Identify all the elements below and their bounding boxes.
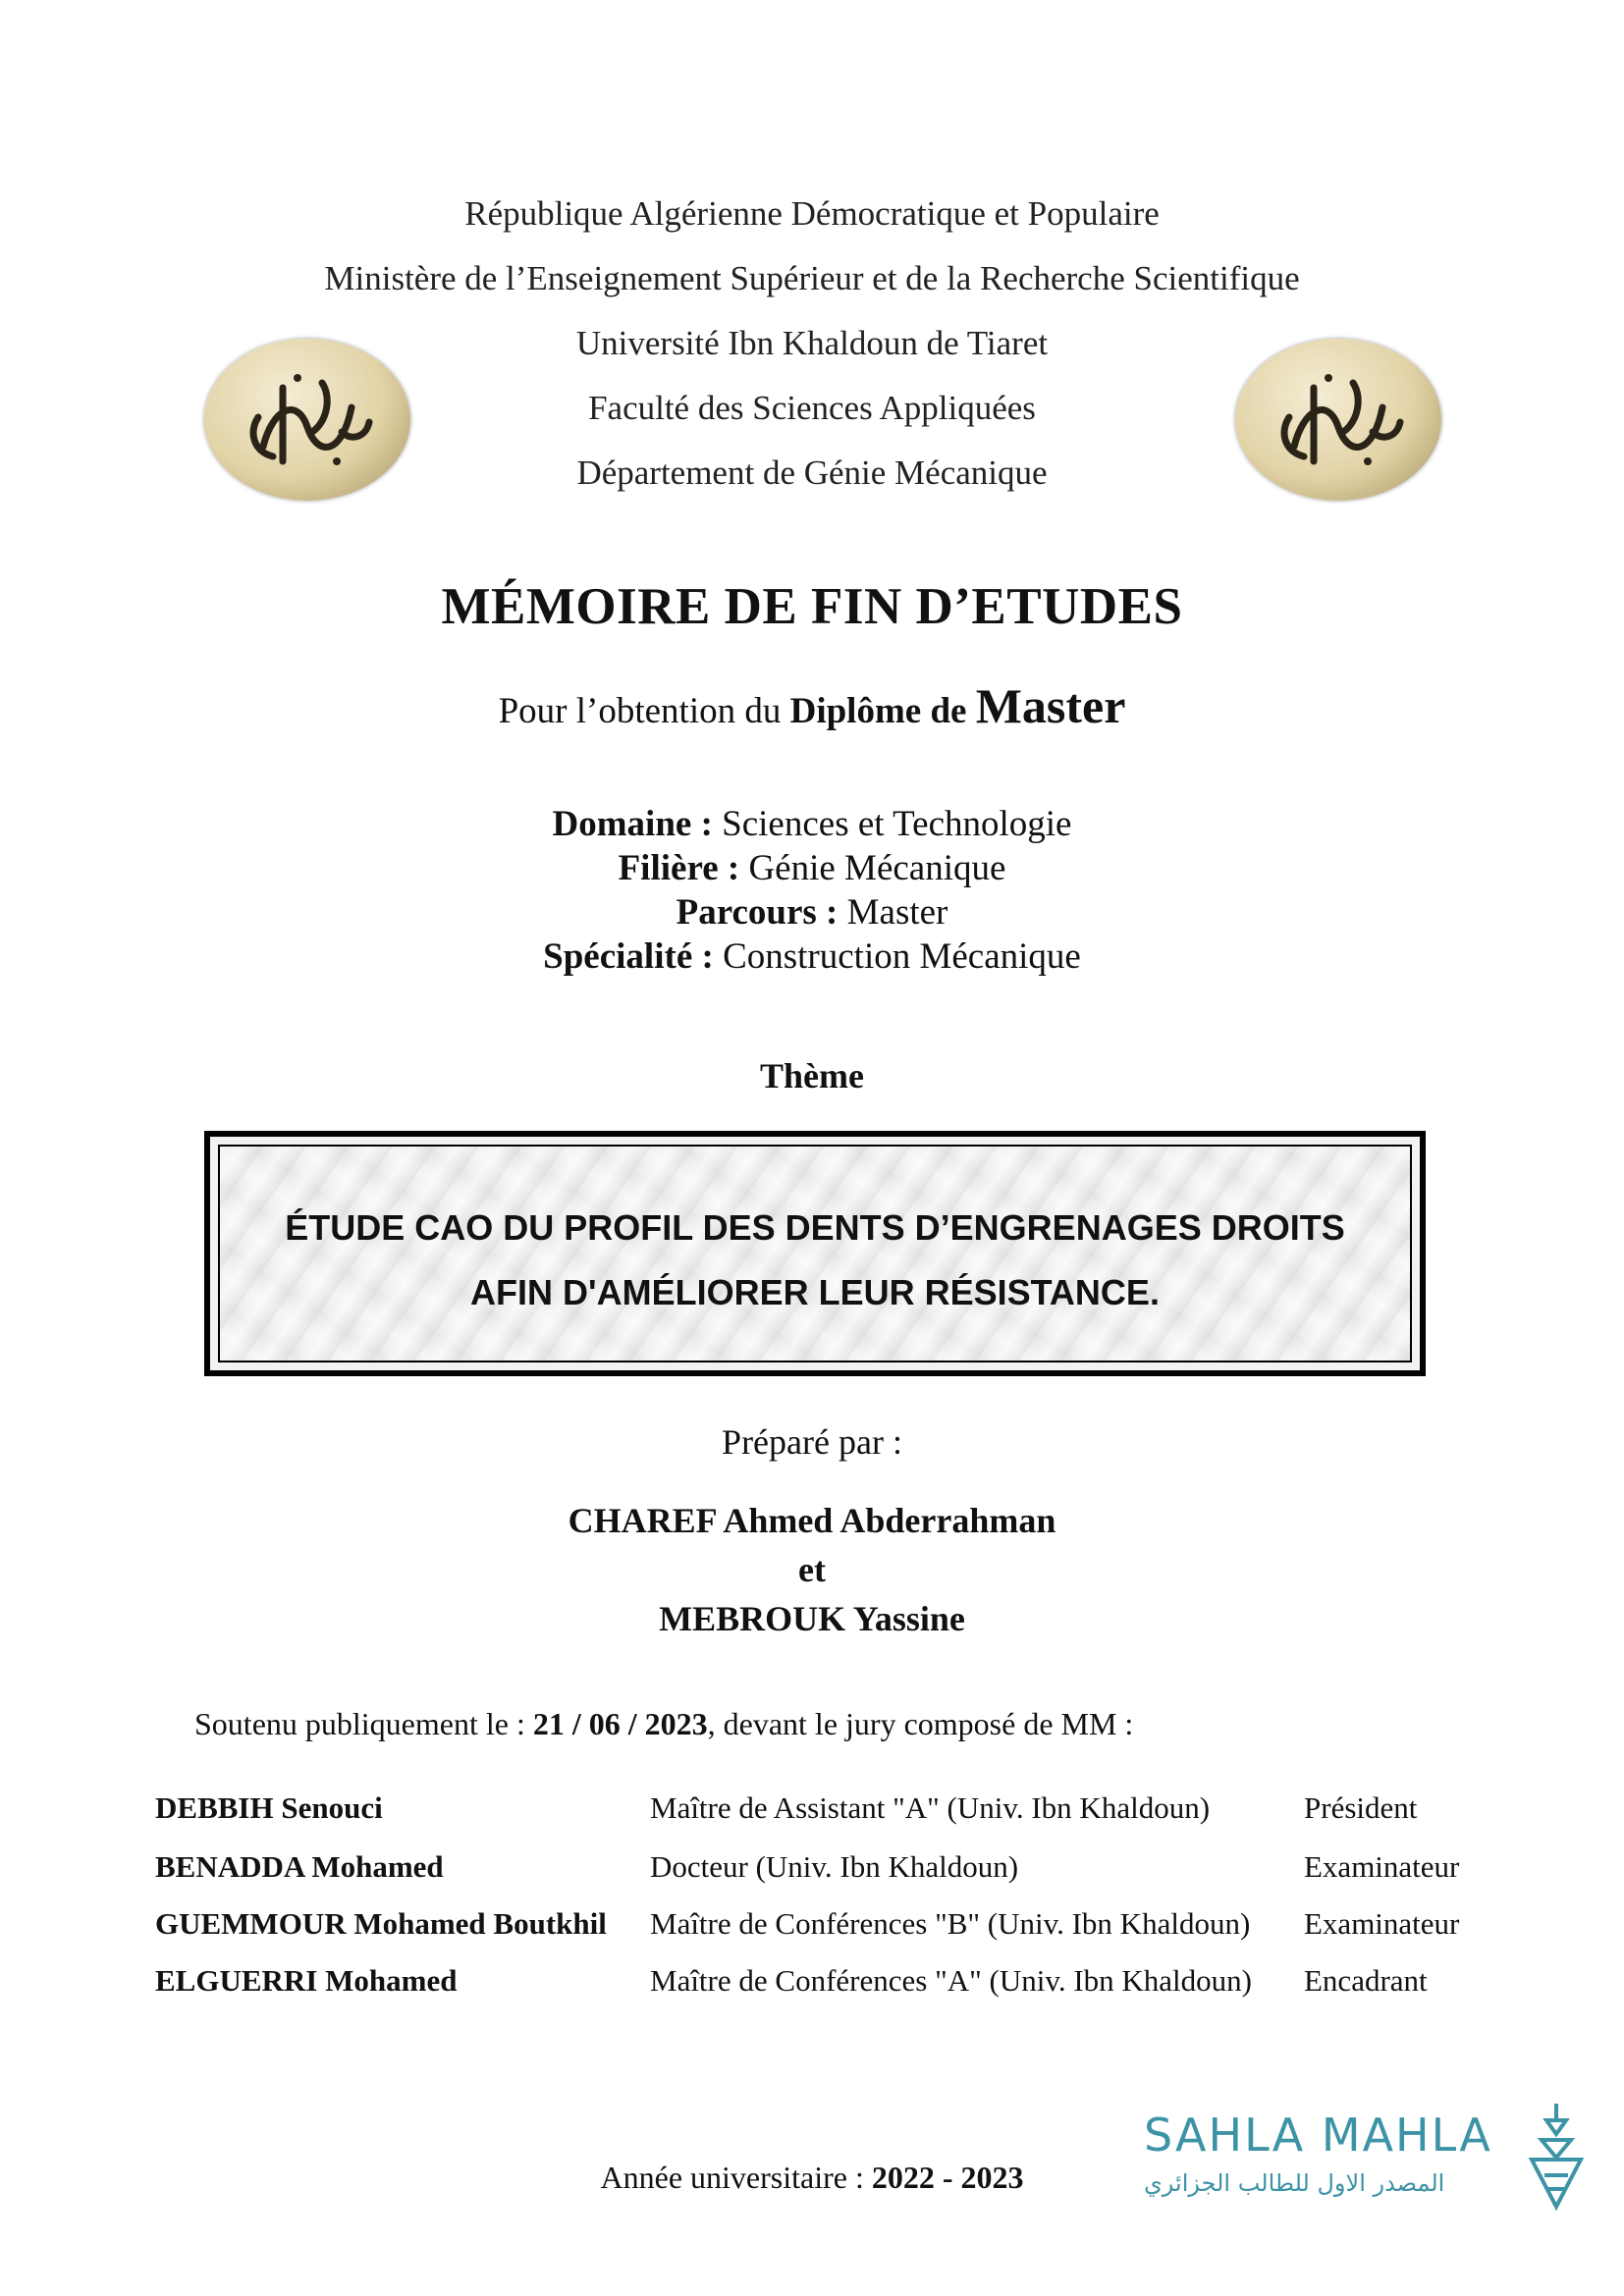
jury-name: GUEMMOUR Mohamed Boutkhil [155, 1906, 607, 1941]
sahla-mahla-watermark [1144, 2109, 1517, 2236]
academic-year-value: 2022 - 2023 [871, 2160, 1024, 2195]
university-seal-right-icon [1235, 339, 1441, 501]
jury-grade: Maître de Assistant "A" (Univ. Ibn Khaldoun) [650, 1790, 1211, 1825]
field-value: Sciences et Technologie [712, 804, 1072, 844]
field-domaine [0, 803, 1624, 845]
sahla-mahla-logo-icon [1517, 2099, 1596, 2216]
jury-role: Encadrant [1304, 1963, 1428, 1998]
brand-tagline: المصدر الاول للطالب الجزائري [1144, 2169, 1445, 2197]
jury-grade: Maître de Conférences "A" (Univ. Ibn Khaldoun) [650, 1963, 1252, 1998]
field-value: Construction Mécanique [713, 936, 1081, 977]
header-republic: République Algérienne Démocratique et Populaire [464, 194, 1160, 233]
theme-label: Thème [760, 1056, 864, 1095]
diploma-prefix: Pour l’obtention du [498, 691, 790, 731]
field-parcours [0, 891, 1624, 934]
diploma-bold: Diplôme de [789, 691, 967, 731]
header-university: Université Ibn Khaldoun de Tiaret [575, 324, 1049, 362]
prepared-by-label: Préparé par : [722, 1422, 902, 1462]
author-2: MEBROUK Yassine [659, 1599, 965, 1638]
field-label: Filière : [618, 848, 740, 888]
theme-inner-frame [218, 1145, 1412, 1362]
author-conjunction: et [798, 1550, 826, 1589]
jury-row [0, 1790, 1624, 1830]
header-faculty: Faculté des Sciences Appliquées [588, 389, 1036, 427]
field-specialite [0, 935, 1624, 978]
theme-box [204, 1131, 1426, 1376]
jury-grade: Docteur (Univ. Ibn Khaldoun) [650, 1849, 1019, 1884]
jury-row [0, 1849, 1624, 1889]
defense-prefix: Soutenu publiquement le : [194, 1706, 533, 1741]
jury-role: Examinateur [1304, 1849, 1460, 1884]
defense-date: 21 / 06 / 2023 [532, 1706, 708, 1741]
jury-name: ELGUERRI Mohamed [155, 1963, 458, 1998]
field-value: Génie Mécanique [739, 848, 1006, 888]
author-1: CHAREF Ahmed Abderrahman [568, 1501, 1056, 1540]
jury-row [0, 1906, 1624, 1946]
field-label: Domaine : [552, 804, 713, 844]
jury-role: Président [1304, 1790, 1418, 1825]
header-department: Département de Génie Mécanique [576, 454, 1048, 492]
academic-year-prefix: Année universitaire : [600, 2160, 872, 2195]
field-value: Master [838, 892, 948, 933]
defense-line [194, 1706, 1133, 1742]
diploma-master: Master [975, 678, 1126, 733]
jury-role: Examinateur [1304, 1906, 1460, 1941]
brand-name: SAHLA MAHLA [1144, 2109, 1492, 2162]
field-filiere [0, 847, 1624, 889]
defense-suffix: , devant le jury composé de MM : [707, 1706, 1134, 1741]
diploma-line [0, 677, 1624, 734]
header-ministry: Ministère de l’Enseignement Supérieur et de la Recherche Scientifique [324, 259, 1300, 297]
jury-grade: Maître de Conférences "B" (Univ. Ibn Khaldoun) [650, 1906, 1251, 1941]
university-seal-left-icon [204, 339, 410, 501]
jury-name: BENADDA Mohamed [155, 1849, 444, 1884]
document-title: MÉMOIRE DE FIN D’ETUDES [441, 578, 1183, 635]
field-label: Parcours : [676, 892, 839, 933]
theme-line-1: ÉTUDE CAO DU PROFIL DES DENTS D’ENGRENAGES DROITS [285, 1207, 1345, 1248]
jury-name: DEBBIH Senouci [155, 1790, 383, 1825]
theme-line-2: AFIN D'AMÉLIORER LEUR RÉSISTANCE. [470, 1272, 1160, 1312]
field-label: Spécialité : [543, 936, 714, 977]
jury-row [0, 1963, 1624, 2002]
